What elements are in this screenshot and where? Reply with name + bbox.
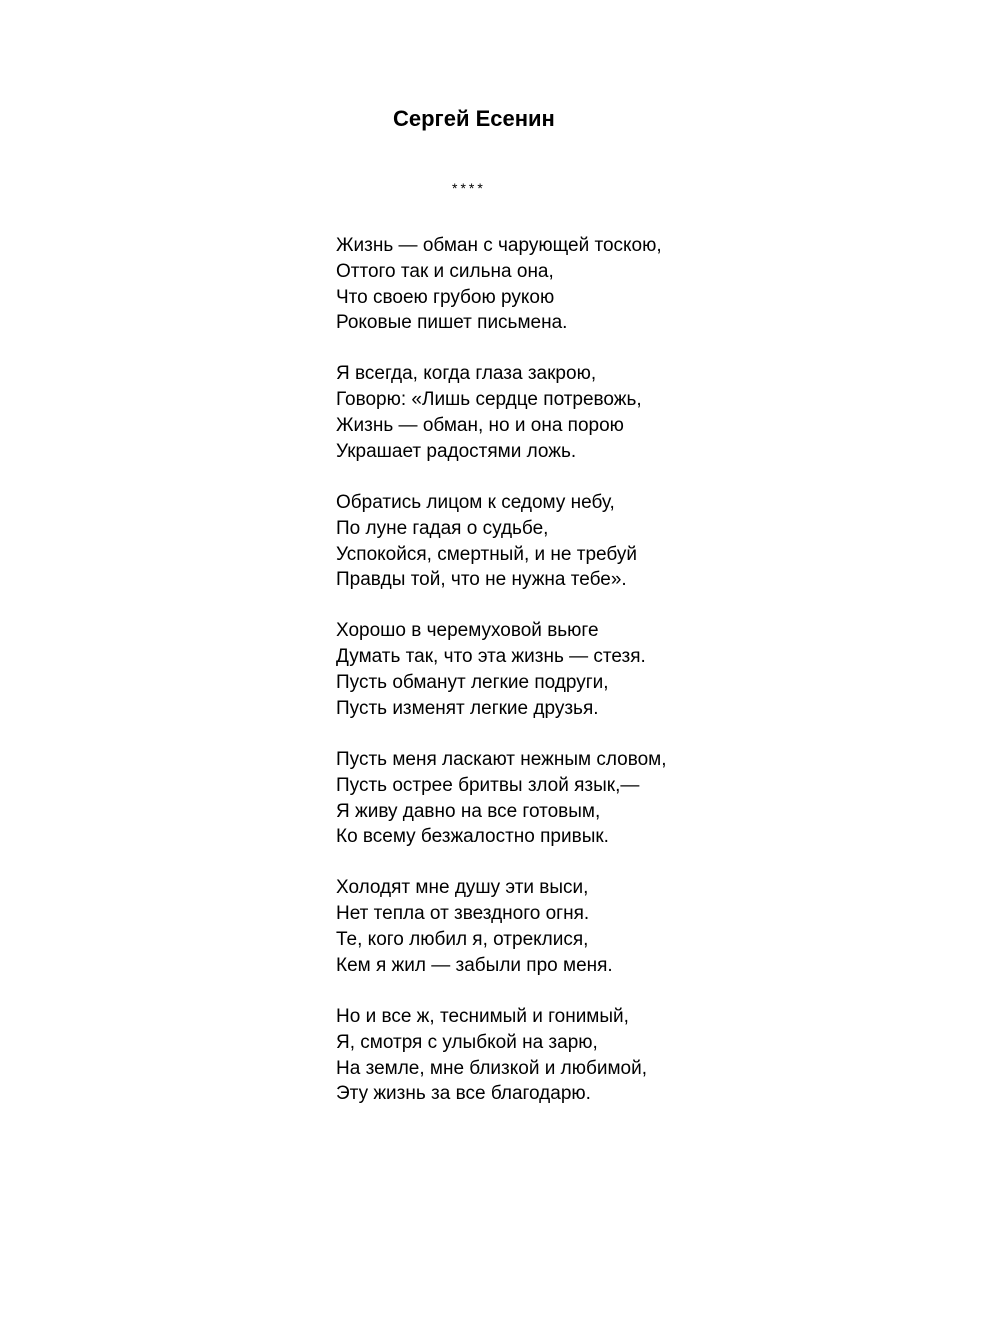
- poem-line: Те, кого любил я, отреклися,: [336, 929, 589, 951]
- stanza-5: [336, 747, 936, 850]
- section-separator: ****: [452, 180, 486, 196]
- poem-line: Жизнь — обман с чарующей тоскою,: [336, 235, 662, 256]
- stanza-3: [336, 490, 936, 593]
- stanza-4: [336, 618, 936, 721]
- poem-author: Сергей Есенин: [393, 106, 555, 131]
- poem-line: Я, смотря с улыбкой на зарю,: [336, 1031, 598, 1053]
- poem-line: Думать так, что эта жизнь — стезя.: [336, 646, 646, 668]
- poem-line: Пусть изменят легкие друзья.: [336, 697, 599, 719]
- stanza-2: [336, 361, 936, 464]
- poem-line: Пусть острее бритвы злой язык,—: [336, 774, 640, 796]
- poem-line: Жизнь — обман, но и она порою: [336, 415, 624, 437]
- poem-line: Что своею грубою рукою: [336, 286, 555, 308]
- poem-line: Успокойся, смертный, и не требуй: [336, 543, 637, 565]
- poem-line: Оттого так и сильна она,: [336, 260, 554, 282]
- poem-line: На земле, мне близкой и любимой,: [336, 1057, 647, 1079]
- poem-line: Эту жизнь за все благодарю.: [336, 1083, 591, 1105]
- stanza-1: [336, 233, 936, 336]
- poem-line: Я живу давно на все готовым,: [336, 800, 601, 822]
- poem-line: Говорю: «Лишь сердце потревожь,: [336, 389, 642, 411]
- poem-body: [336, 233, 936, 1132]
- poem-line: Обратись лицом к седому небу,: [336, 491, 615, 513]
- poem-line: Пусть обманут легкие подруги,: [336, 672, 609, 694]
- poem-line: Пусть меня ласкают нежным словом,: [336, 748, 667, 770]
- poem-line: Ко всему безжалостно привык.: [336, 826, 609, 848]
- poem-line: Кем я жил — забыли про меня.: [336, 954, 613, 976]
- poem-line: Я всегда, когда глаза закрою,: [336, 363, 597, 385]
- poem-line: По луне гадая о судьбе,: [336, 517, 549, 539]
- poem-line: Правды той, что не нужна тебе».: [336, 569, 627, 591]
- poem-line: Холодят мне душу эти выси,: [336, 877, 589, 899]
- poem-line: Роковые пишет письмена.: [336, 312, 568, 334]
- poem-line: Украшает радостями ложь.: [336, 440, 577, 462]
- poem-line: Но и все ж, теснимый и гонимый,: [336, 1005, 629, 1027]
- poem-line: Хорошо в черемуховой вьюге: [336, 620, 599, 642]
- poem-line: Нет тепла от звездного огня.: [336, 903, 590, 925]
- stanza-6: [336, 875, 936, 978]
- stanza-7: [336, 1004, 936, 1107]
